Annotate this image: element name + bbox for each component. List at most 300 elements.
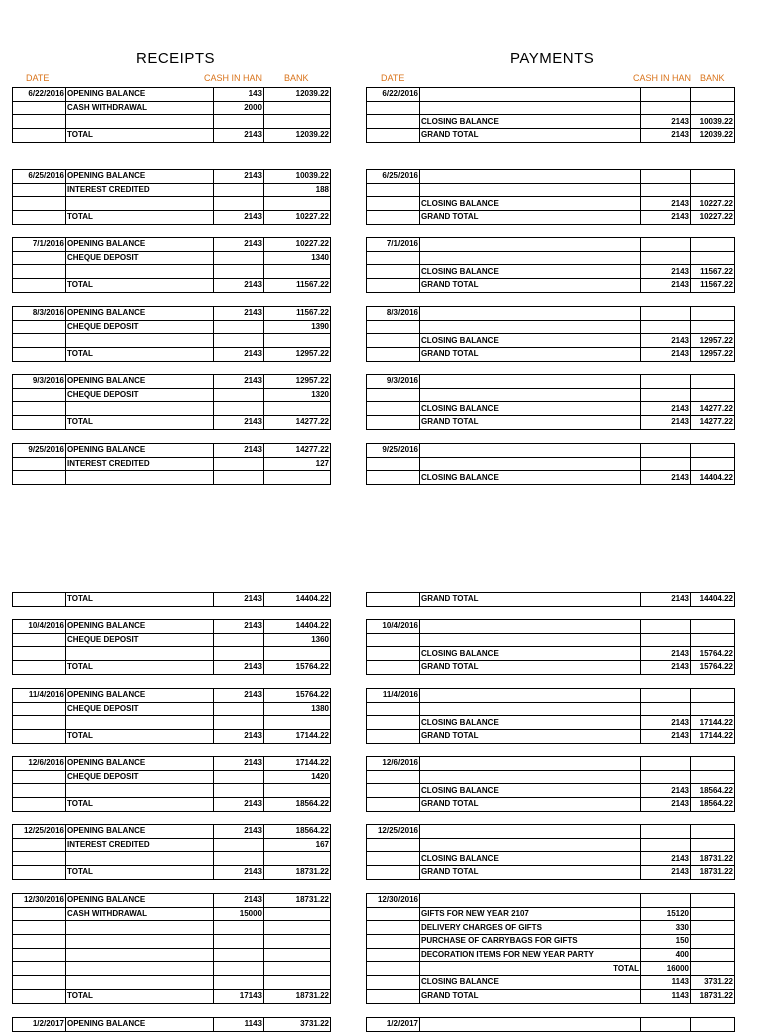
table-row xyxy=(13,976,331,990)
date-cell xyxy=(367,593,420,607)
cash-cell xyxy=(214,921,264,935)
date-cell: 9/3/2016 xyxy=(13,375,66,389)
cash-cell: 2143 xyxy=(214,375,264,389)
receipts-block xyxy=(12,1017,331,1032)
table-row xyxy=(367,416,735,430)
date-cell xyxy=(13,457,66,471)
cash-cell: 2143 xyxy=(641,784,691,798)
bank-cell: 10039.22 xyxy=(691,115,735,129)
bank-cell: 10227.22 xyxy=(691,211,735,225)
particulars-cell: PURCHASE OF CARRYBAGS FOR GIFTS xyxy=(420,935,641,949)
date-cell xyxy=(367,101,420,115)
bank-cell: 18564.22 xyxy=(264,825,331,839)
cash-cell xyxy=(641,238,691,252)
table-row xyxy=(13,211,331,225)
cash-cell xyxy=(214,935,264,949)
cash-cell xyxy=(641,251,691,265)
particulars-cell: OPENING BALANCE xyxy=(66,375,214,389)
date-cell xyxy=(13,976,66,990)
table-row xyxy=(13,894,331,908)
date-cell xyxy=(367,402,420,416)
cash-cell xyxy=(214,115,264,129)
table-row xyxy=(13,825,331,839)
table-row xyxy=(13,593,331,607)
date-cell: 10/4/2016 xyxy=(367,620,420,634)
date-cell xyxy=(367,320,420,334)
bank-cell: 1360 xyxy=(264,633,331,647)
cash-cell: 2143 xyxy=(641,647,691,661)
date-cell xyxy=(13,633,66,647)
payments-block xyxy=(366,592,735,607)
cash-cell xyxy=(214,716,264,730)
cash-cell xyxy=(641,770,691,784)
date-cell xyxy=(367,279,420,293)
particulars-cell: GRAND TOTAL xyxy=(420,730,641,744)
payments-block xyxy=(366,169,735,225)
particulars-cell xyxy=(66,852,214,866)
date-cell xyxy=(367,661,420,675)
particulars-cell xyxy=(66,647,214,661)
particulars-cell: GRAND TOTAL xyxy=(420,211,641,225)
particulars-cell: CLOSING BALANCE xyxy=(420,115,641,129)
particulars-cell xyxy=(420,825,641,839)
receipts-date-header: DATE xyxy=(26,73,50,83)
payments-block xyxy=(366,824,735,880)
bank-cell: 1320 xyxy=(264,388,331,402)
table-row xyxy=(13,375,331,389)
bank-cell: 167 xyxy=(264,838,331,852)
table-row xyxy=(13,852,331,866)
particulars-cell xyxy=(420,689,641,703)
particulars-cell: CASH WITHDRAWAL xyxy=(66,101,214,115)
date-cell: 9/3/2016 xyxy=(367,375,420,389)
date-cell xyxy=(367,334,420,348)
receipts-block xyxy=(12,592,331,607)
table-row xyxy=(367,251,735,265)
cash-cell xyxy=(214,457,264,471)
particulars-cell xyxy=(66,115,214,129)
payments-block xyxy=(366,756,735,812)
cash-cell xyxy=(214,183,264,197)
payments-cash-header: CASH IN HAN xyxy=(633,73,692,83)
date-cell xyxy=(367,935,420,949)
bank-cell: 3731.22 xyxy=(691,976,735,990)
date-cell xyxy=(367,633,420,647)
cash-cell: 2143 xyxy=(214,279,264,293)
cash-cell: 2143 xyxy=(214,894,264,908)
table-row xyxy=(367,907,735,921)
cash-cell xyxy=(641,88,691,102)
cash-cell xyxy=(641,825,691,839)
bank-cell: 17144.22 xyxy=(691,730,735,744)
date-cell xyxy=(13,962,66,976)
table-row xyxy=(13,647,331,661)
bank-cell xyxy=(264,115,331,129)
cash-cell xyxy=(214,265,264,279)
table-row xyxy=(13,702,331,716)
cash-cell xyxy=(641,457,691,471)
table-row xyxy=(367,962,735,976)
cash-cell: 1143 xyxy=(641,976,691,990)
cash-cell xyxy=(214,852,264,866)
table-row xyxy=(367,238,735,252)
table-row xyxy=(367,320,735,334)
date-cell: 11/4/2016 xyxy=(13,689,66,703)
particulars-cell: CLOSING BALANCE xyxy=(420,265,641,279)
payments-block xyxy=(366,688,735,744)
table-row xyxy=(13,279,331,293)
table-row xyxy=(367,935,735,949)
date-cell: 7/1/2016 xyxy=(13,238,66,252)
bank-cell: 10039.22 xyxy=(264,170,331,184)
particulars-cell: GRAND TOTAL xyxy=(420,593,641,607)
bank-cell: 3731.22 xyxy=(264,1018,331,1032)
cash-cell xyxy=(641,183,691,197)
particulars-cell xyxy=(66,921,214,935)
date-cell xyxy=(367,348,420,362)
cash-cell: 2000 xyxy=(214,101,264,115)
date-cell xyxy=(367,647,420,661)
table-row xyxy=(367,921,735,935)
table-row xyxy=(367,838,735,852)
cash-cell xyxy=(641,838,691,852)
receipts-block xyxy=(12,306,331,362)
date-cell xyxy=(13,279,66,293)
bank-cell xyxy=(691,935,735,949)
particulars-cell: TOTAL xyxy=(66,129,214,143)
bank-cell: 18731.22 xyxy=(264,894,331,908)
bank-cell: 18731.22 xyxy=(264,989,331,1003)
date-cell: 9/25/2016 xyxy=(367,444,420,458)
bank-cell: 14404.22 xyxy=(264,620,331,634)
date-cell xyxy=(13,716,66,730)
table-row xyxy=(367,757,735,771)
bank-cell xyxy=(264,935,331,949)
bank-cell: 1380 xyxy=(264,702,331,716)
particulars-cell: GRAND TOTAL xyxy=(420,866,641,880)
cash-cell: 2143 xyxy=(641,866,691,880)
cash-cell: 400 xyxy=(641,948,691,962)
cash-cell: 2143 xyxy=(641,716,691,730)
table-row xyxy=(367,620,735,634)
date-cell xyxy=(13,320,66,334)
particulars-cell xyxy=(66,197,214,211)
table-row xyxy=(13,251,331,265)
table-row xyxy=(367,784,735,798)
particulars-cell: OPENING BALANCE xyxy=(66,1018,214,1032)
particulars-cell xyxy=(66,962,214,976)
date-cell xyxy=(13,838,66,852)
table-row xyxy=(367,279,735,293)
particulars-cell xyxy=(66,784,214,798)
particulars-cell: CASH WITHDRAWAL xyxy=(66,907,214,921)
bank-cell: 11567.22 xyxy=(691,279,735,293)
date-cell: 6/25/2016 xyxy=(367,170,420,184)
bank-cell: 12957.22 xyxy=(691,348,735,362)
bank-cell xyxy=(691,770,735,784)
table-row xyxy=(367,348,735,362)
bank-cell: 10227.22 xyxy=(264,211,331,225)
cash-cell xyxy=(641,757,691,771)
bank-cell: 10227.22 xyxy=(691,197,735,211)
bank-cell xyxy=(691,962,735,976)
date-cell xyxy=(13,798,66,812)
particulars-cell xyxy=(420,375,641,389)
table-row xyxy=(367,1018,735,1032)
cash-cell xyxy=(641,633,691,647)
date-cell: 7/1/2016 xyxy=(367,238,420,252)
bank-cell: 1420 xyxy=(264,770,331,784)
cash-cell: 2143 xyxy=(214,730,264,744)
particulars-cell: INTEREST CREDITED xyxy=(66,838,214,852)
particulars-cell: GRAND TOTAL xyxy=(420,798,641,812)
payments-block xyxy=(366,619,735,675)
cash-cell: 2143 xyxy=(641,334,691,348)
cash-cell xyxy=(214,948,264,962)
table-row xyxy=(367,334,735,348)
bank-cell xyxy=(691,838,735,852)
date-cell xyxy=(367,197,420,211)
table-row xyxy=(13,689,331,703)
date-cell xyxy=(367,702,420,716)
table-row xyxy=(367,375,735,389)
bank-cell xyxy=(264,784,331,798)
date-cell xyxy=(13,989,66,1003)
particulars-cell: GRAND TOTAL xyxy=(420,279,641,293)
bank-cell xyxy=(691,238,735,252)
table-row xyxy=(13,238,331,252)
table-row xyxy=(13,183,331,197)
cash-cell: 16000 xyxy=(641,962,691,976)
bank-cell xyxy=(691,620,735,634)
table-row xyxy=(13,921,331,935)
table-row xyxy=(367,115,735,129)
cash-cell xyxy=(214,838,264,852)
cash-cell: 1143 xyxy=(641,989,691,1003)
table-row xyxy=(367,798,735,812)
bank-cell xyxy=(264,402,331,416)
cash-cell: 2143 xyxy=(641,129,691,143)
table-row xyxy=(367,770,735,784)
cash-cell xyxy=(641,894,691,908)
table-row xyxy=(13,935,331,949)
particulars-cell xyxy=(66,948,214,962)
bank-cell xyxy=(691,251,735,265)
date-cell xyxy=(13,702,66,716)
table-row xyxy=(367,702,735,716)
particulars-cell: CHEQUE DEPOSIT xyxy=(66,633,214,647)
particulars-cell: INTEREST CREDITED xyxy=(66,183,214,197)
date-cell xyxy=(13,647,66,661)
table-row xyxy=(367,948,735,962)
bank-cell xyxy=(691,101,735,115)
particulars-cell: OPENING BALANCE xyxy=(66,444,214,458)
date-cell xyxy=(367,784,420,798)
bank-cell: 15764.22 xyxy=(691,661,735,675)
table-row xyxy=(367,129,735,143)
bank-cell: 188 xyxy=(264,183,331,197)
bank-cell: 12957.22 xyxy=(691,334,735,348)
table-row xyxy=(13,471,331,485)
particulars-cell: OPENING BALANCE xyxy=(66,620,214,634)
cash-cell: 1143 xyxy=(214,1018,264,1032)
payments-block xyxy=(366,893,735,1004)
receipts-block xyxy=(12,688,331,744)
date-cell xyxy=(367,251,420,265)
table-row xyxy=(13,307,331,321)
particulars-cell: TOTAL xyxy=(66,211,214,225)
date-cell xyxy=(13,334,66,348)
particulars-cell xyxy=(420,170,641,184)
table-row xyxy=(367,170,735,184)
date-cell xyxy=(13,416,66,430)
bank-cell: 17144.22 xyxy=(264,730,331,744)
payments-date-header: DATE xyxy=(381,73,405,83)
bank-cell: 14277.22 xyxy=(691,416,735,430)
particulars-cell xyxy=(420,88,641,102)
particulars-cell xyxy=(420,251,641,265)
date-cell: 12/30/2016 xyxy=(13,894,66,908)
date-cell xyxy=(13,593,66,607)
bank-cell: 1340 xyxy=(264,251,331,265)
bank-cell xyxy=(264,948,331,962)
particulars-cell: CHEQUE DEPOSIT xyxy=(66,770,214,784)
table-row xyxy=(367,852,735,866)
particulars-cell: DECORATION ITEMS FOR NEW YEAR PARTY xyxy=(420,948,641,962)
date-cell: 10/4/2016 xyxy=(13,620,66,634)
bank-cell xyxy=(691,702,735,716)
date-cell: 1/2/2017 xyxy=(367,1018,420,1032)
particulars-cell xyxy=(420,757,641,771)
cash-cell xyxy=(641,1018,691,1032)
date-cell xyxy=(13,852,66,866)
date-cell: 12/6/2016 xyxy=(367,757,420,771)
bank-cell xyxy=(691,1018,735,1032)
bank-cell xyxy=(264,647,331,661)
table-row xyxy=(13,129,331,143)
particulars-cell: CLOSING BALANCE xyxy=(420,471,641,485)
particulars-cell: CLOSING BALANCE xyxy=(420,647,641,661)
receipts-block xyxy=(12,237,331,293)
cash-cell: 2143 xyxy=(214,348,264,362)
bank-cell xyxy=(691,388,735,402)
bank-cell: 18731.22 xyxy=(691,866,735,880)
date-cell xyxy=(367,716,420,730)
table-row xyxy=(367,730,735,744)
bank-cell: 12957.22 xyxy=(264,348,331,362)
particulars-cell: CLOSING BALANCE xyxy=(420,852,641,866)
cash-cell xyxy=(214,633,264,647)
particulars-cell: GRAND TOTAL xyxy=(420,348,641,362)
cash-cell xyxy=(214,197,264,211)
particulars-cell: TOTAL xyxy=(66,730,214,744)
table-row xyxy=(367,894,735,908)
particulars-cell: OPENING BALANCE xyxy=(66,825,214,839)
receipts-block xyxy=(12,87,331,143)
bank-cell: 1390 xyxy=(264,320,331,334)
cash-cell: 2143 xyxy=(214,211,264,225)
date-cell xyxy=(13,265,66,279)
receipts-block xyxy=(12,619,331,675)
bank-cell xyxy=(264,471,331,485)
cash-cell xyxy=(214,976,264,990)
particulars-cell xyxy=(420,101,641,115)
date-cell xyxy=(13,211,66,225)
cash-cell: 2143 xyxy=(641,661,691,675)
table-row xyxy=(13,770,331,784)
bank-cell: 18564.22 xyxy=(264,798,331,812)
particulars-cell xyxy=(420,238,641,252)
bank-cell: 11567.22 xyxy=(264,307,331,321)
cash-cell: 150 xyxy=(641,935,691,949)
table-row xyxy=(13,265,331,279)
particulars-cell: OPENING BALANCE xyxy=(66,689,214,703)
table-row xyxy=(367,689,735,703)
date-cell: 9/25/2016 xyxy=(13,444,66,458)
particulars-cell: CHEQUE DEPOSIT xyxy=(66,320,214,334)
particulars-cell xyxy=(66,334,214,348)
particulars-cell: OPENING BALANCE xyxy=(66,307,214,321)
table-row xyxy=(13,633,331,647)
particulars-cell: TOTAL xyxy=(420,962,641,976)
particulars-cell xyxy=(66,716,214,730)
bank-cell: 15764.22 xyxy=(264,661,331,675)
bank-cell: 18731.22 xyxy=(691,989,735,1003)
table-row xyxy=(367,183,735,197)
bank-cell xyxy=(691,689,735,703)
table-row xyxy=(13,620,331,634)
table-row xyxy=(13,444,331,458)
cash-cell: 2143 xyxy=(214,307,264,321)
particulars-cell xyxy=(66,402,214,416)
particulars-cell: CLOSING BALANCE xyxy=(420,976,641,990)
table-row xyxy=(367,825,735,839)
particulars-cell: GIFTS FOR NEW YEAR 2107 xyxy=(420,907,641,921)
cash-cell xyxy=(641,307,691,321)
cash-cell: 330 xyxy=(641,921,691,935)
bank-cell: 14404.22 xyxy=(691,471,735,485)
particulars-cell: TOTAL xyxy=(66,661,214,675)
cash-cell: 2143 xyxy=(214,866,264,880)
date-cell xyxy=(13,661,66,675)
table-row xyxy=(367,647,735,661)
particulars-cell xyxy=(420,307,641,321)
bank-cell xyxy=(691,183,735,197)
date-cell: 1/2/2017 xyxy=(13,1018,66,1032)
particulars-cell: TOTAL xyxy=(66,279,214,293)
date-cell xyxy=(367,416,420,430)
particulars-cell xyxy=(66,265,214,279)
cash-cell: 2143 xyxy=(214,620,264,634)
date-cell xyxy=(367,838,420,852)
particulars-cell: OPENING BALANCE xyxy=(66,238,214,252)
date-cell xyxy=(13,730,66,744)
bank-cell: 12039.22 xyxy=(264,129,331,143)
date-cell xyxy=(367,115,420,129)
particulars-cell xyxy=(420,620,641,634)
table-row xyxy=(367,388,735,402)
table-row xyxy=(13,866,331,880)
payments-block xyxy=(366,374,735,430)
bank-cell xyxy=(691,307,735,321)
table-row xyxy=(367,866,735,880)
bank-cell: 12039.22 xyxy=(264,88,331,102)
date-cell: 6/22/2016 xyxy=(367,88,420,102)
date-cell xyxy=(367,388,420,402)
cash-cell xyxy=(214,784,264,798)
particulars-cell: TOTAL xyxy=(66,593,214,607)
date-cell: 12/25/2016 xyxy=(367,825,420,839)
